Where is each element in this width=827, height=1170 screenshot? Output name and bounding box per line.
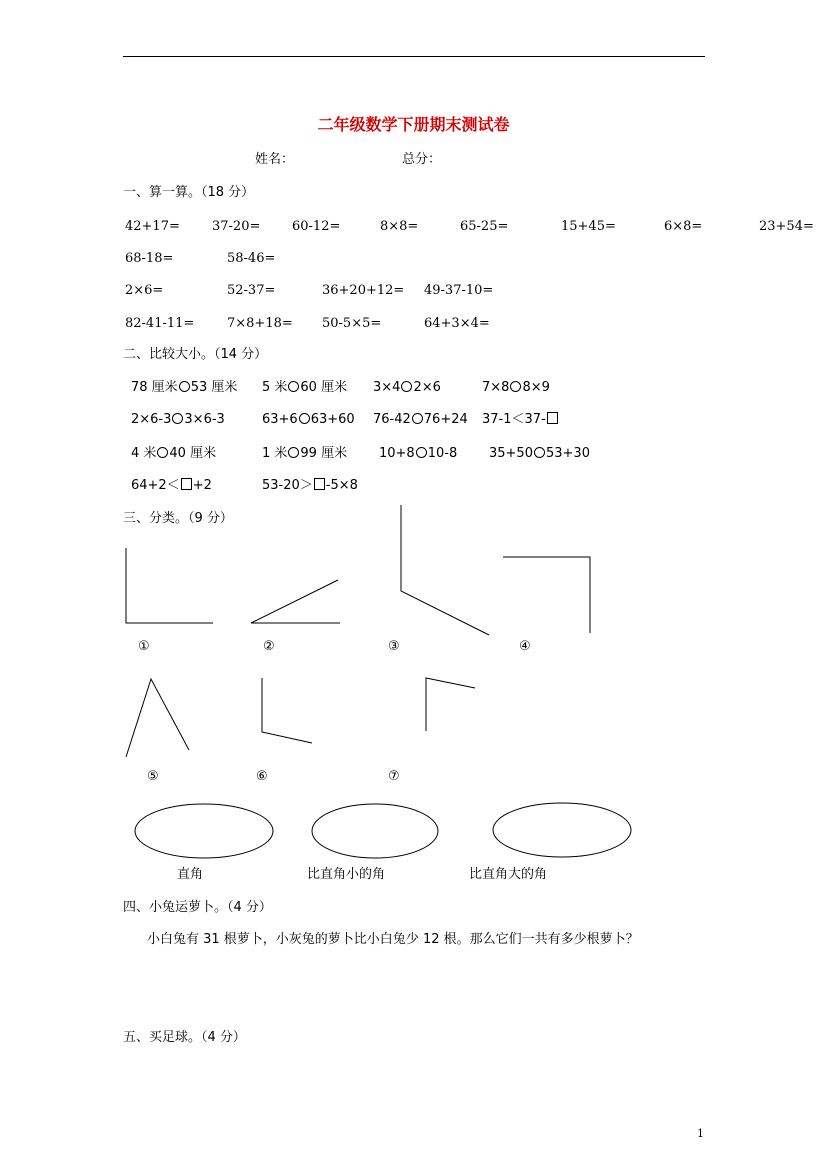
problem-4-text: 小白兔有 31 根萝卜，小灰兔的萝卜比小白兔少 12 根。那么它们一共有多少根萝卜？ bbox=[147, 932, 639, 947]
section-4-heading: 四、小兔运萝卜。（4 分） bbox=[123, 900, 272, 915]
angle-label: ⑤ bbox=[147, 769, 159, 784]
compare-item: 10+8 10-8 bbox=[379, 446, 458, 461]
total-label: 总分： bbox=[402, 152, 442, 167]
category-label-acute: 比直角小的角 bbox=[307, 867, 386, 882]
angle-7 bbox=[426, 678, 475, 731]
angle-4 bbox=[503, 557, 590, 633]
compare-item: 35+50 53+30 bbox=[489, 446, 590, 461]
calc-item: 60-12= bbox=[292, 219, 341, 234]
calc-item: 42+17= bbox=[125, 219, 180, 234]
category-label-right: 直角 bbox=[177, 867, 204, 882]
category-ellipse-right bbox=[135, 804, 273, 858]
calc-item: 15+45= bbox=[561, 219, 616, 234]
calc-item: 37-20= bbox=[212, 219, 261, 234]
calc-item: 36+20+12= bbox=[322, 283, 405, 298]
calc-item: 68-18= bbox=[125, 251, 174, 266]
compare-item: 64+2＜ +2 bbox=[131, 478, 212, 493]
compare-item: 37-1＜37- bbox=[482, 412, 559, 428]
angle-3 bbox=[401, 505, 489, 635]
calc-item: 2×6= bbox=[125, 283, 164, 298]
compare-item: 1 米 99 厘米 bbox=[262, 446, 348, 461]
angle-label: ④ bbox=[519, 639, 531, 654]
calc-item: 7×8+18= bbox=[227, 316, 293, 331]
compare-item: 5 米 60 厘米 bbox=[262, 380, 348, 395]
angle-2 bbox=[251, 580, 340, 623]
calc-item: 49-37-10= bbox=[424, 283, 494, 298]
section-5-heading: 五、买足球。（4 分） bbox=[123, 1030, 246, 1045]
angle-label: ⑥ bbox=[256, 769, 268, 784]
compare-item: 78 厘米 53 厘米 bbox=[131, 380, 238, 395]
compare-item: 2×6-3 3×6-3 bbox=[131, 412, 225, 427]
angle-1 bbox=[126, 548, 213, 623]
calc-item: 8×8= bbox=[380, 219, 419, 234]
calc-item: 52-37= bbox=[227, 283, 276, 298]
angle-label: ⑦ bbox=[388, 769, 400, 784]
angle-label: ② bbox=[263, 639, 275, 654]
section-1-heading: 一、算一算。（18 分） bbox=[123, 185, 255, 200]
calc-item: 82-41-11= bbox=[125, 316, 195, 331]
category-ellipse-acute bbox=[312, 804, 438, 858]
calc-item: 58-46= bbox=[227, 251, 276, 266]
angle-6 bbox=[262, 678, 312, 743]
compare-item: 7×8 8×9 bbox=[482, 380, 550, 395]
page-title: 二年级数学下册期末测试卷 bbox=[317, 115, 510, 134]
category-label-obtuse: 比直角大的角 bbox=[469, 867, 548, 882]
compare-item: 53-20＞ -5×8 bbox=[262, 478, 358, 493]
page-number: 1 bbox=[697, 1127, 704, 1140]
calc-item: 64+3×4= bbox=[424, 316, 490, 331]
section-2-heading: 二、比较大小。（14 分） bbox=[123, 347, 268, 362]
compare-item: 3×4 2×6 bbox=[373, 380, 441, 395]
angle-label: ③ bbox=[388, 639, 400, 654]
calc-item: 23+54= bbox=[759, 219, 814, 234]
category-ellipse-obtuse bbox=[493, 803, 631, 857]
calc-item: 6×8= bbox=[664, 219, 703, 234]
section-3-heading: 三、分类。（9 分） bbox=[123, 511, 233, 526]
angle-5 bbox=[126, 679, 189, 757]
angle-label: ① bbox=[138, 639, 150, 654]
calc-item: 65-25= bbox=[460, 219, 509, 234]
compare-item: 76-42 76+24 bbox=[373, 412, 468, 427]
compare-item: 4 米 40 厘米 bbox=[131, 446, 217, 461]
calc-item: 50-5×5= bbox=[322, 316, 382, 331]
name-label: 姓名： bbox=[255, 152, 295, 167]
compare-item: 63+6 63+60 bbox=[262, 412, 355, 427]
